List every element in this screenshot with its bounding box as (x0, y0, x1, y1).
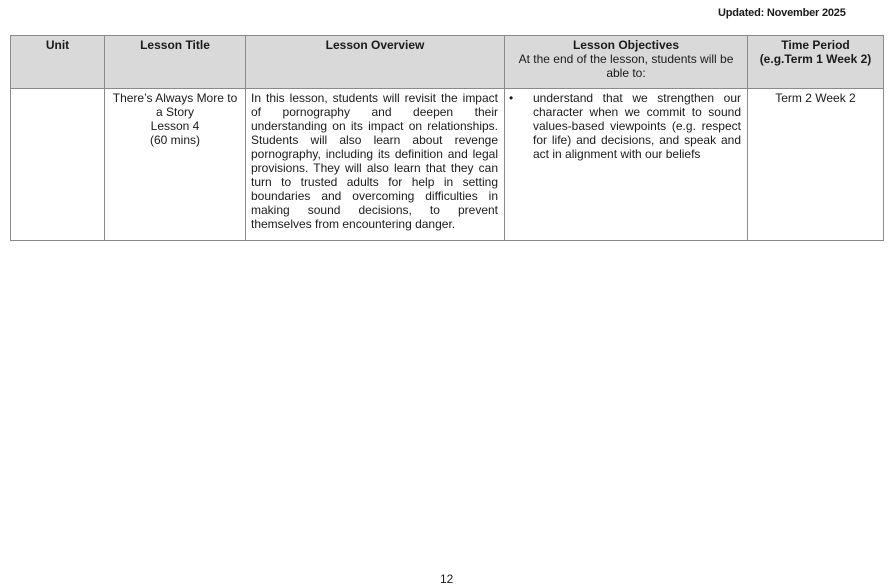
lesson-table (10, 35, 884, 241)
cell-time-period: Term 2 Week 2 (748, 89, 884, 241)
page-number: 12 (440, 572, 454, 586)
header-time-period (748, 36, 884, 89)
cell-lesson-objectives (505, 89, 748, 241)
header-lesson-objectives-title: Lesson Objectives (572, 38, 680, 52)
cell-lesson-title (105, 89, 246, 241)
table-row (11, 89, 884, 241)
header-lesson-objectives (505, 36, 748, 89)
updated-date: Updated: November 2025 (718, 7, 846, 19)
header-time-period-title: Time Period (781, 38, 850, 52)
objective-text: understand that we strengthen our character when we commit to sound values-based viewpoints (e.g. respect for life) and decisions, and speak and act in alignment with our beliefs (533, 91, 741, 161)
lesson-duration: (60 mins) (149, 133, 200, 147)
header-time-period-sub: (e.g.Term 1 Week 2) (759, 52, 872, 66)
header-lesson-overview: Lesson Overview (246, 36, 505, 89)
cell-unit (11, 89, 105, 241)
cell-lesson-overview: In this lesson, students will revisit the impact of pornography and deepen their understanding on its impact on relationships. Students will also learn about revenge pornography, including its definition and legal provisions. They will also learn that they can turn to trusted adults for help in setting boundaries and overcoming difficulties in making sound decisions, to prevent themselves from encountering danger. (246, 89, 505, 241)
objective-item (509, 91, 743, 161)
header-lesson-title: Lesson Title (105, 36, 246, 89)
lesson-title-line: There’s Always More to (112, 91, 238, 105)
table-header-row (11, 36, 884, 89)
lesson-title-line: a Story (155, 105, 194, 119)
header-unit: Unit (11, 36, 105, 89)
header-lesson-objectives-sub: At the end of the lesson, students will be able to: (518, 52, 734, 80)
bullet-icon: • (509, 91, 514, 105)
lesson-number: Lesson 4 (150, 119, 200, 133)
